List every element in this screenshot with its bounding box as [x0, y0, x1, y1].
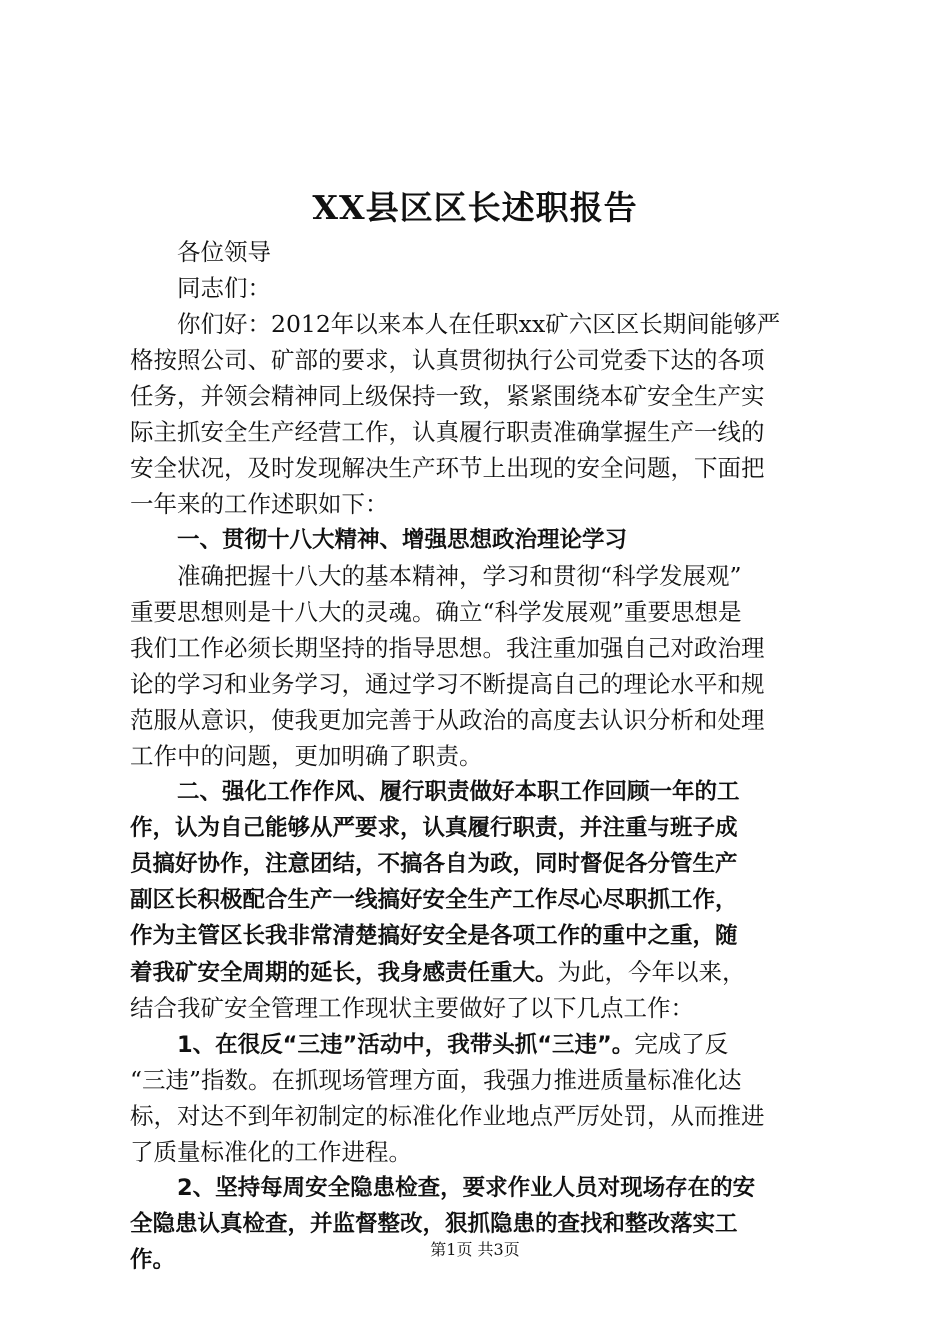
salutation-paragraph	[130, 234, 830, 270]
section-paragraph	[130, 774, 830, 1026]
bold-block	[130, 774, 830, 954]
page-footer: 第1页 共3页	[430, 1240, 520, 1259]
text-line: 范服从意识，使我更加完善于从政治的高度去认识分析和处理	[130, 706, 765, 734]
heading-line: 作，认为自己能够从严要求，认真履行职责，并注重与班子成	[130, 815, 738, 841]
heading-line: 副区长积极配合生产一线搞好安全生产工作尽心尽职抓工作，	[130, 887, 738, 913]
heading-line: 二、强化工作作风、履行职责做好本职工作回顾一年的工	[177, 779, 740, 805]
bold-segment: 着我矿安全周期的延长，我身感责任重大。	[130, 960, 558, 986]
mixed-line	[130, 954, 830, 990]
salutation-paragraph	[130, 270, 830, 306]
document-body	[130, 234, 830, 1278]
text-line: 了质量标准化的工作进程。	[130, 1138, 412, 1166]
list-item	[130, 1170, 830, 1278]
text-line: 工作中的问题，更加明确了职责。	[130, 742, 483, 770]
text-line: 你们好：2012年以来本人在任职xx矿六区区长期间能够严	[177, 310, 781, 338]
text-line: 任务，并领会精神同上级保持一致，紧紧围绕本矿安全生产实	[130, 382, 765, 410]
text-line: 一年来的工作述职如下：	[130, 490, 389, 518]
regular-segment: 为此，今年以来，	[557, 958, 746, 986]
text-line: 际主抓安全生产经营工作，认真履行职责准确掌握生产一线的	[130, 418, 765, 446]
regular-segment: 完成了反	[634, 1030, 729, 1058]
heading-line: 全隐患认真检查，并监督整改，狠抓隐患的查找和整改落实工	[130, 1211, 738, 1237]
heading-line: 作。	[130, 1247, 176, 1273]
heading-line: 2、坚持每周安全隐患检查，要求作业人员对现场存在的安	[177, 1175, 756, 1201]
heading-line: 一、贯彻十八大精神、增强思想政治理论学习	[177, 527, 628, 553]
text-line: 结合我矿安全管理工作现状主要做好了以下几点工作：	[130, 994, 694, 1022]
text-line: 准确把握十八大的基本精神，学习和贯彻“科学发展观”	[177, 562, 742, 590]
mixed-line	[130, 1026, 830, 1062]
text-line: 同志们：	[177, 274, 271, 302]
heading-line: 员搞好协作，注意团结，不搞各自为政，同时督促各分管生产	[130, 851, 738, 877]
list-item	[130, 1026, 830, 1170]
section-paragraph	[130, 558, 830, 774]
text-line: 标，对达不到年初制定的标准化作业地点严厉处罚，从而推进	[130, 1102, 765, 1130]
section-heading	[130, 522, 830, 558]
text-line: 我们工作必须长期坚持的指导思想。我注重加强自己对政治理	[130, 634, 765, 662]
text-line: 论的学习和业务学习，通过学习不断提高自己的理论水平和规	[130, 670, 765, 698]
text-line: 各位领导	[177, 238, 271, 266]
text-line: 安全状况，及时发现解决生产环节上出现的安全问题，下面把	[130, 454, 765, 482]
text-line: 格按照公司、矿部的要求，认真贯彻执行公司党委下达的各项	[130, 346, 765, 374]
document-title: XX县区区长述职报告	[312, 188, 638, 227]
text-line: 重要思想则是十八大的灵魂。确立“科学发展观”重要思想是	[130, 598, 742, 626]
bold-segment: 1、在很反“三违”活动中，我带头抓“三违”。	[177, 1032, 635, 1058]
heading-line: 作为主管区长我非常清楚搞好安全是各项工作的重中之重，随	[130, 923, 738, 949]
intro-paragraph	[130, 306, 830, 522]
text-line: “三违”指数。在抓现场管理方面，我强力推进质量标准化达	[130, 1066, 742, 1094]
